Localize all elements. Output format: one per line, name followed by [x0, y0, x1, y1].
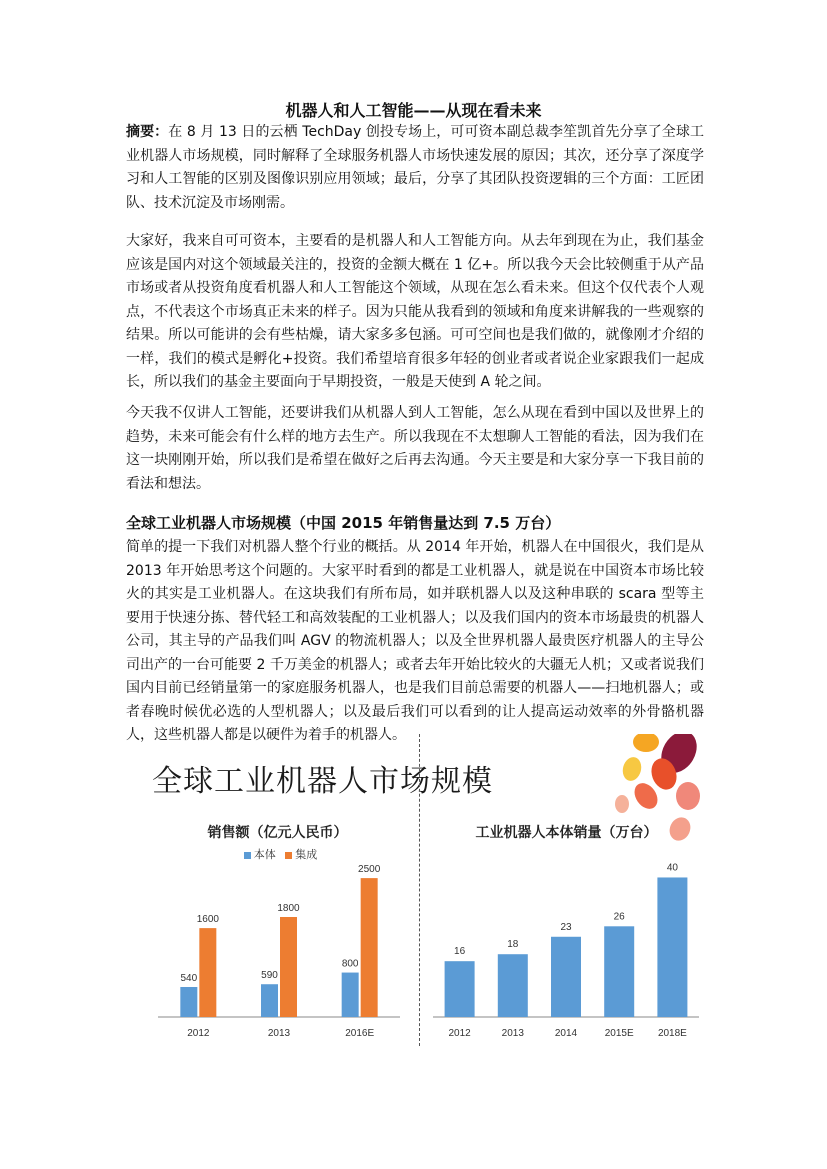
- sales-chart-title: 销售额（亿元人民币）: [207, 825, 348, 841]
- units-chart-plot: [429, 814, 704, 1046]
- paragraph-intro: 大家好，我来自可可资本，主要看的是机器人和人工智能方向。从去年到现在为止，我们基金应该是国内对这个领域最关注的，投资的金额大概在 1 亿+。所以我今天会比较侧重于从产品市场或者从投资角度看机器人和人工智能这个领域，从现在怎么看未来。但这个仅代表个人观点，不代表这个市场真正未来的样子。因为只能从我看到的领域和角度来讲解我的一些观察的结果。所以可能讲的会有些枯燥，请大家多多包涵。可可空间也是我们做的，就像刚才介绍的一样，我们的模式是孵化+投资。我们希望培育很多年轻的创业者或者说企业家跟我们一起成长，所以我们的基金主要面向于早期投资，一般是天使到 A 轮之间。: [126, 233, 704, 390]
- figure-title: 全球工业机器人市场规模: [152, 764, 493, 799]
- data-label: 1600: [196, 914, 219, 926]
- section-heading: 全球工业机器人市场规模（中国 2015 年销售量达到 7.5 万台）: [126, 514, 561, 532]
- tick-label: 2013: [501, 1028, 524, 1039]
- bar-body: [180, 987, 197, 1017]
- sales-chart-plot: [150, 814, 405, 1046]
- bar-integration: [361, 878, 378, 1017]
- data-label: 2500: [358, 864, 381, 876]
- data-label: 40: [666, 862, 678, 874]
- data-label: 540: [180, 973, 198, 984]
- abstract-text: 在 8 月 13 日的云栖 TechDay 创投专场上，可可资本副总裁李笙凯首先分享了全球工业机器人市场规模，同时解释了全球服务机器人市场快速发展的原因；其次，还分享了深度学习和人工智能的区别及图像识别应用领域；最后，分享了其团队投资逻辑的三个方面：工匠团队、技术沉淀及市场刚需。: [126, 124, 704, 211]
- tick-label: 2012: [187, 1028, 210, 1039]
- bar-body: [342, 973, 359, 1017]
- data-label: 16: [454, 946, 466, 958]
- units-chart-title: 工业机器人本体销量（万台）: [475, 825, 658, 841]
- tick-label: 2016E: [345, 1028, 375, 1039]
- data-label: 18: [507, 939, 519, 951]
- bar-units: [445, 961, 475, 1017]
- tick-label: 2013: [267, 1028, 291, 1039]
- abstract-label: 摘要：: [126, 124, 169, 140]
- bar-body: [261, 984, 278, 1017]
- legend-label-body: 本体: [253, 848, 276, 861]
- bar-units: [498, 954, 528, 1017]
- tick-label: 2015E: [604, 1028, 634, 1039]
- bar-integration: [280, 917, 297, 1017]
- tick-label: 2018E: [657, 1028, 687, 1039]
- abstract: [126, 121, 704, 215]
- paragraph-industry: 简单的提一下我们对机器人整个行业的概括。从 2014 年开始，机器人在中国很火，我们是从 2013 年开始思考这个问题的。大家平时看到的都是工业机器人，就是说在中国资本市场比较火的其实是工业机器人。在这块我们有所布局，如并联机器人以及这种串联的 scara 型等主要用于快速分拣、替代轻工和高效装配的工业机器人；以及我们国内的资本市场最贵的机器人公司，其主导的产品我们叫 AGV 的物流机器人；以及全世界机器人最贵医疗机器人的主导公司出产的一台可能要 2 千万美金的机器人；或者去年开始比较火的大疆无人机；又或者说我们国内目前已经销量第一的家庭服务机器人，也是我们目前总需要的机器人——扫地机器人；或者春晚时候优必选的人型机器人；以及最后我们可以看到的让人提高运动效率的外骨骼机器人，这些机器人都是以硬件为着手的机器人。: [126, 539, 704, 743]
- data-label: 26: [613, 911, 625, 923]
- data-label: 1800: [277, 903, 300, 914]
- paragraph-ai: 今天我不仅讲人工智能，还要讲我们从机器人到人工智能，怎么从现在看到中国以及世界上的趋势，未来可能会有什么样的地方去生产。所以我现在不太想聊人工智能的看法，因为我们在这一块刚刚开始，所以我们是希望在做好之后再去沟通。今天主要是和大家分享一下我目前的看法和想法。: [126, 405, 704, 492]
- bar-units: [551, 937, 581, 1017]
- article-title: 机器人和人工智能——从现在看未来: [285, 101, 542, 120]
- market-figure: [126, 734, 704, 1046]
- units-chart: [429, 814, 704, 1046]
- legend-label-integration: 集成: [295, 848, 318, 861]
- sales-chart: [150, 814, 405, 1046]
- bar-units: [604, 926, 634, 1017]
- data-label: 800: [341, 958, 359, 970]
- data-label: 23: [560, 921, 572, 933]
- tick-label: 2014: [554, 1028, 578, 1039]
- tick-label: 2012: [448, 1028, 471, 1039]
- data-label: 590: [261, 970, 278, 982]
- bar-integration: [199, 928, 216, 1017]
- figure-divider: [419, 734, 420, 1046]
- bar-units: [657, 877, 687, 1017]
